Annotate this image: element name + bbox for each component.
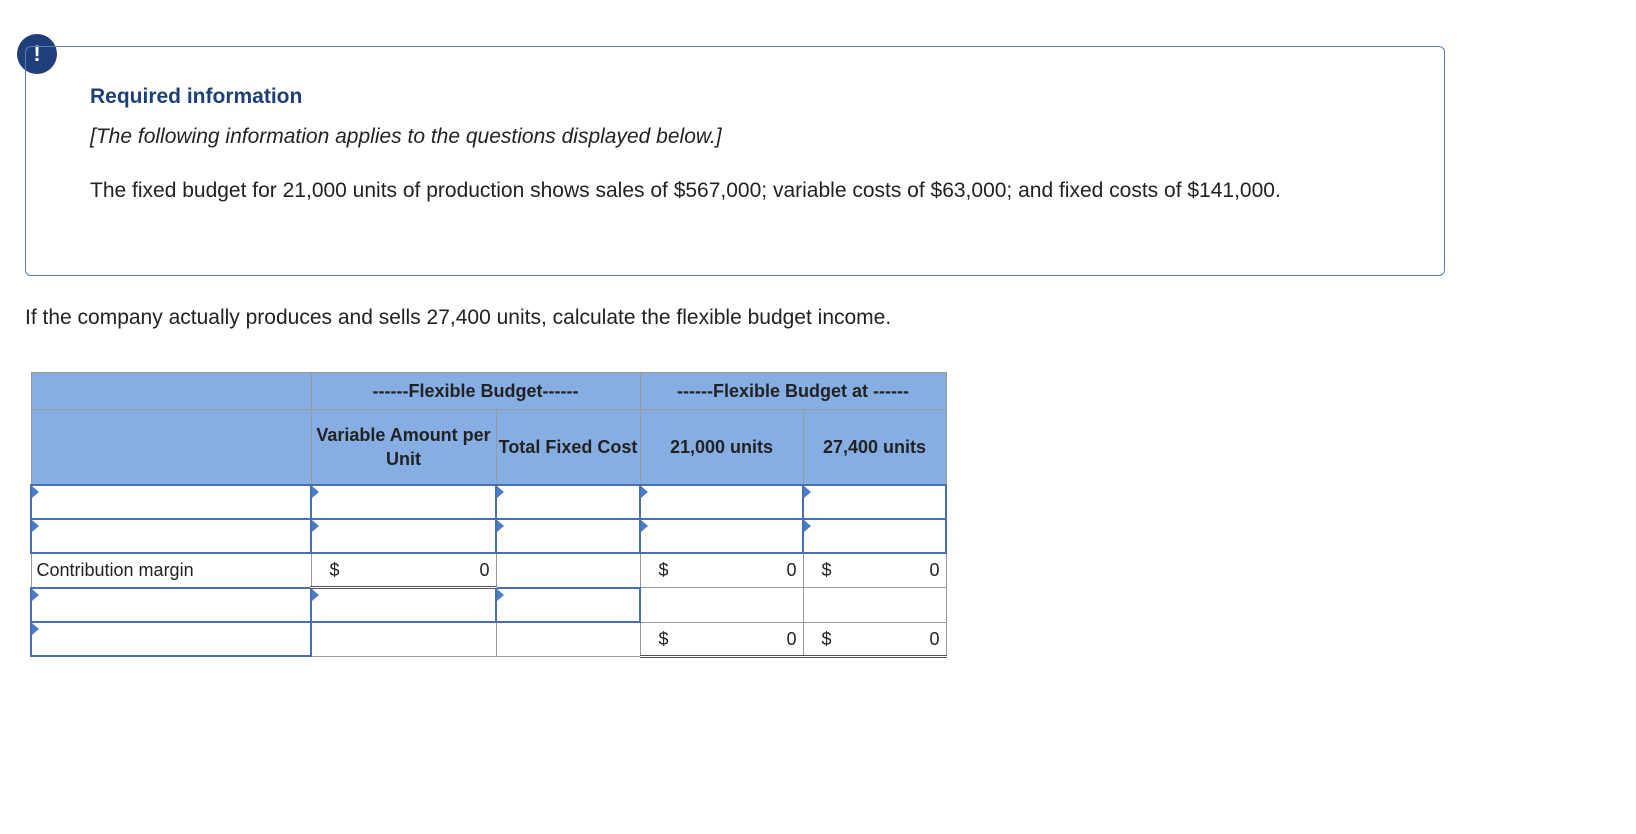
row4-21000-cell — [640, 588, 803, 623]
contribution-margin-row — [31, 553, 946, 588]
info-subtitle: [The following information applies to the questions displayed below.] — [90, 125, 722, 148]
info-body: The fixed budget for 21,000 units of production shows sales of $567,000; variable costs of $63,000; and fixed costs of $141,000. — [90, 179, 1281, 202]
table-row — [31, 519, 946, 553]
row4-27400-cell — [803, 588, 946, 623]
row4-fixed-input[interactable] — [496, 588, 640, 623]
row4-label-dropdown[interactable] — [31, 588, 311, 623]
row2-27400-input[interactable] — [803, 519, 946, 553]
income-27400 — [803, 622, 946, 656]
row2-label-dropdown[interactable] — [31, 519, 311, 553]
contribution-margin-label: Contribution margin — [31, 553, 311, 588]
contribution-margin-fixed — [496, 553, 640, 588]
currency-symbol: $ — [329, 560, 340, 580]
contribution-margin-21000-value: 0 — [786, 560, 797, 580]
row2-21000-input[interactable] — [640, 519, 803, 553]
contribution-margin-21000 — [640, 553, 803, 588]
info-title: Required information — [90, 85, 303, 108]
header-total-fixed-cost: Total Fixed Cost — [496, 410, 640, 486]
currency-symbol: $ — [821, 628, 832, 649]
table-row — [31, 485, 946, 519]
currency-symbol: $ — [658, 560, 669, 580]
header-flexible-budget-at: ------Flexible Budget at ------ — [640, 373, 946, 410]
row4-variable-input[interactable] — [311, 588, 496, 623]
contribution-margin-variable-value: 0 — [479, 560, 490, 580]
row1-21000-input[interactable] — [640, 485, 803, 519]
currency-symbol: $ — [821, 560, 832, 580]
required-information-box — [25, 46, 1445, 276]
header-flexible-budget: ------Flexible Budget------ — [311, 373, 640, 410]
header-27400-units: 27,400 units — [803, 410, 946, 486]
alert-icon: ! — [17, 34, 57, 74]
contribution-margin-variable — [311, 553, 496, 588]
income-21000 — [640, 622, 803, 656]
row1-27400-input[interactable] — [803, 485, 946, 519]
income-variable-cell — [311, 622, 496, 656]
question-text: If the company actually produces and sells 27,400 units, calculate the flexible budget income. — [25, 306, 892, 329]
contribution-margin-27400 — [803, 553, 946, 588]
table-row — [31, 588, 946, 623]
currency-symbol: $ — [658, 628, 669, 649]
row1-variable-input[interactable] — [311, 485, 496, 519]
flexible-budget-table — [30, 372, 947, 658]
header-21000-units: 21,000 units — [640, 410, 803, 486]
row1-label-dropdown[interactable] — [31, 485, 311, 519]
row1-fixed-input[interactable] — [496, 485, 640, 519]
header-blank-2 — [31, 410, 311, 486]
contribution-margin-27400-value: 0 — [929, 560, 940, 580]
row2-variable-input[interactable] — [311, 519, 496, 553]
income-21000-value: 0 — [786, 628, 797, 649]
income-label-dropdown[interactable] — [31, 622, 311, 656]
row2-fixed-input[interactable] — [496, 519, 640, 553]
income-row — [31, 622, 946, 656]
income-fixed-cell — [496, 622, 640, 656]
income-27400-value: 0 — [929, 628, 940, 649]
header-blank — [31, 373, 311, 410]
header-variable-amount: Variable Amount per Unit — [311, 410, 496, 486]
